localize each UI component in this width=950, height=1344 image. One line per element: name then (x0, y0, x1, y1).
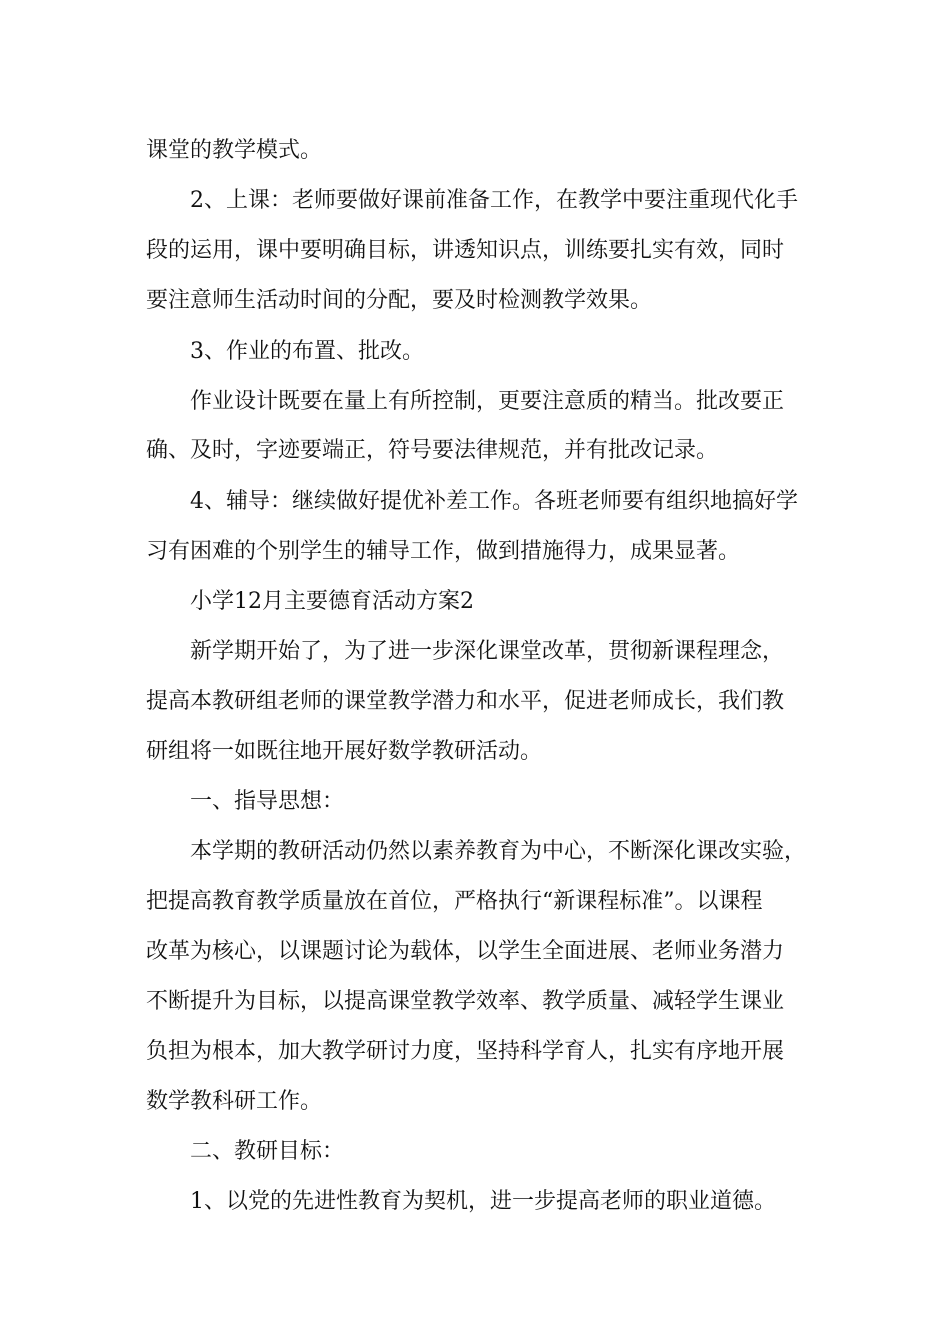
text-line: 负担为根本，加大教学研讨力度，坚持科学育人，扎实有序地开展 (146, 1039, 785, 1064)
text-line: 4、辅导：继续做好提优补差工作。各班老师要有组织地搞好学 (190, 489, 798, 514)
text-line: 改革为核心，以课题讨论为载体，以学生全面进展、老师业务潜力 (146, 939, 785, 964)
text-line: 1、以党的先进性教育为契机，进一步提高老师的职业道德。 (190, 1189, 776, 1214)
text-line: 研组将一如既往地开展好数学教研活动。 (146, 739, 543, 764)
text-line: 提高本教研组老师的课堂教学潜力和水平，促进老师成长，我们教 (146, 689, 785, 714)
section-heading: 一、指导思想： (190, 789, 345, 814)
text-line: 要注意师生活动时间的分配，要及时检测教学效果。 (146, 288, 653, 313)
text-line: 不断提升为目标，以提高课堂教学效率、教学质量、减轻学生课业 (146, 989, 785, 1014)
text-line: 习有困难的个别学生的辅导工作，做到措施得力，成果显著。 (146, 539, 741, 564)
section-heading: 二、教研目标： (190, 1139, 345, 1164)
text-line: 3、作业的布置、批改。 (190, 339, 424, 364)
text-line: 把提高教育教学质量放在首位，严格执行“新课程标准”。以课程 (146, 889, 763, 914)
text-line: 作业设计既要在量上有所控制，更要注意质的精当。批改要正 (190, 389, 785, 414)
text-line: 确、及时，字迹要端正，符号要法律规范，并有批改记录。 (146, 438, 719, 463)
text-line: 本学期的教研活动仍然以素养教育为中心，不断深化课改实验， (190, 839, 807, 864)
text-line: 新学期开始了，为了进一步深化课堂改革，贯彻新课程理念， (190, 639, 785, 664)
text-line: 段的运用，课中要明确目标，讲透知识点，训练要扎实有效，同时 (146, 238, 785, 263)
text-line: 数学教科研工作。 (146, 1089, 323, 1114)
section-heading: 小学12月主要德育活动方案2 (190, 589, 474, 614)
text-line: 2、上课：老师要做好课前准备工作，在教学中要注重现代化手 (190, 188, 798, 213)
text-line: 课堂的教学模式。 (146, 138, 323, 163)
